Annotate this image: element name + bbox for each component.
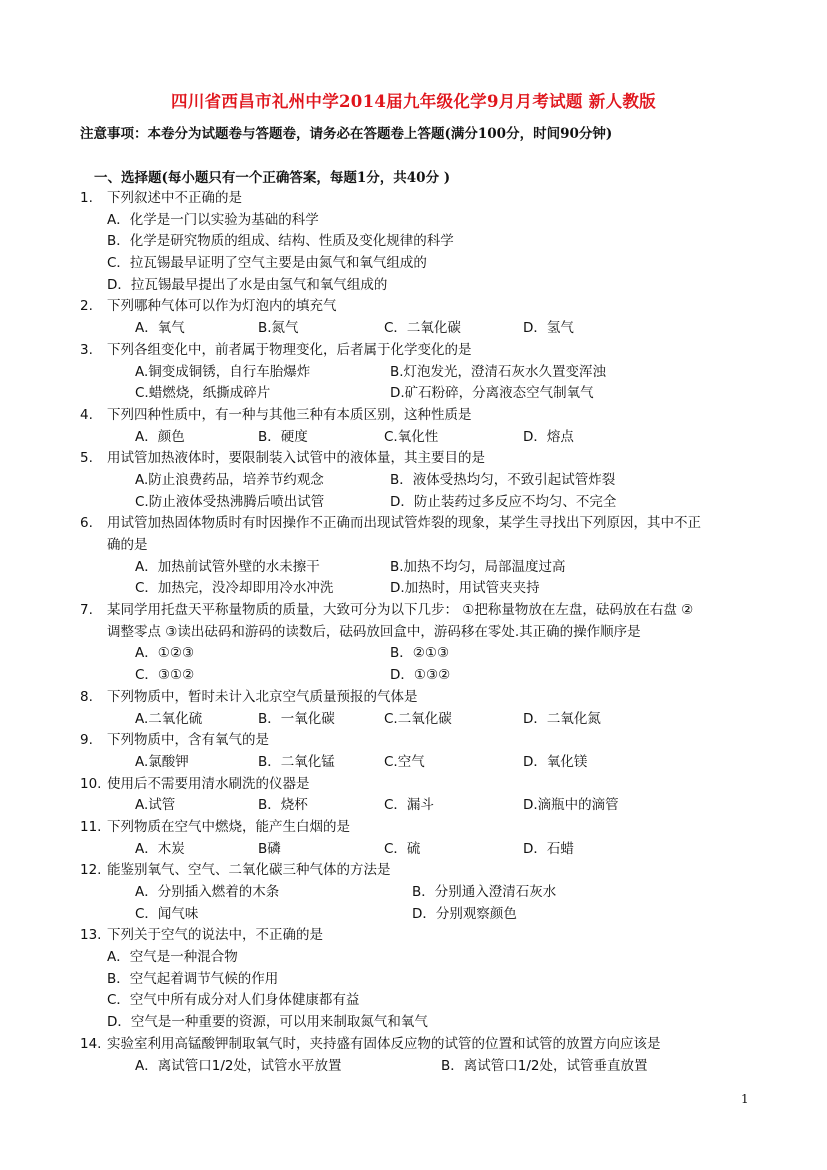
answer-option: B．液体受热均匀，不致引起试管炸裂 bbox=[390, 471, 616, 488]
option-row bbox=[0, 665, 827, 687]
answer-option: C.二氧化碳 bbox=[384, 710, 452, 727]
answer-option: D．氢气 bbox=[523, 320, 574, 337]
answer-option: B．空气起着调节气候的作用 bbox=[107, 970, 279, 987]
answer-option: C.防止液体受热沸腾后喷出试管 bbox=[135, 493, 325, 510]
answer-option: B．硬度 bbox=[258, 428, 308, 445]
answer-option: D．防止装药过多反应不均匀、不完全 bbox=[390, 493, 617, 510]
option-row bbox=[0, 210, 827, 232]
question-stem: 下列哪种气体可以作为灯泡内的填充气 bbox=[107, 298, 337, 315]
option-row bbox=[0, 709, 827, 731]
question-line bbox=[0, 860, 827, 882]
question-number: 1. bbox=[80, 190, 93, 206]
question-number: 3. bbox=[80, 341, 93, 358]
question-stem: 确的是 bbox=[107, 537, 148, 553]
question-stem: 某同学用托盘天平称量物质的质量，大致可分为以下几步： ①把称量物放在左盘，砝码放在右盘 ② bbox=[107, 602, 694, 619]
question-line bbox=[0, 774, 827, 796]
question-number: 6. bbox=[80, 515, 93, 532]
option-row bbox=[0, 969, 827, 991]
option-row bbox=[0, 275, 827, 297]
question-number: 2. bbox=[80, 298, 93, 315]
question-stem: 下列各组变化中，前者属于物理变化，后者属于化学变化的是 bbox=[107, 341, 472, 358]
option-row bbox=[0, 882, 827, 904]
question-number: 10. bbox=[80, 775, 102, 792]
answer-option: A.氯酸钾 bbox=[135, 753, 189, 770]
question-stem: 下列物质中，暂时未计入北京空气质量预报的气体是 bbox=[107, 688, 418, 705]
answer-option: B．烧杯 bbox=[258, 797, 308, 814]
answer-option: D．二氧化氮 bbox=[523, 710, 601, 727]
option-row bbox=[0, 253, 827, 275]
option-row bbox=[0, 1012, 827, 1034]
option-row bbox=[0, 492, 827, 514]
question-number: 14. bbox=[80, 1035, 102, 1052]
answer-option: B．②①③ bbox=[390, 645, 450, 662]
option-row bbox=[0, 557, 827, 579]
answer-option: C．二氧化碳 bbox=[384, 320, 461, 337]
question-line bbox=[0, 535, 827, 557]
option-row bbox=[0, 947, 827, 969]
question-stem: 下列四种性质中，有一种与其他三种有本质区别，这种性质是 bbox=[107, 406, 472, 423]
answer-option: D．分别观察颜色 bbox=[412, 905, 517, 922]
answer-option: B.加热不均匀，局部温度过高 bbox=[390, 558, 566, 575]
option-row bbox=[0, 752, 827, 774]
question-stem: 使用后不需要用清水刷洗的仪器是 bbox=[107, 775, 310, 792]
answer-option: A.防止浪费药品，培养节约观念 bbox=[135, 471, 324, 488]
answer-option: C．空气中所有成分对人们身体健康都有益 bbox=[107, 992, 360, 1009]
answer-option: D.滴瓶中的滴管 bbox=[523, 797, 619, 814]
page-number: 1 bbox=[741, 1092, 749, 1106]
answer-option: C．拉瓦锡最早证明了空气主要是由氮气和氧气组成的 bbox=[107, 255, 427, 272]
question-stem: 实验室利用高锰酸钾制取氧气时，夹持盛有固体反应物的试管的位置和试管的放置方向应该是 bbox=[107, 1035, 661, 1052]
answer-option: C.空气 bbox=[384, 753, 425, 770]
question-line bbox=[0, 340, 827, 362]
question-stem: 用试管加热液体时，要限制装入试管中的液体量，其主要目的是 bbox=[107, 450, 485, 467]
answer-option: B.灯泡发光，澄清石灰水久置变浑浊 bbox=[390, 363, 607, 380]
answer-option: B．一氧化碳 bbox=[258, 710, 335, 727]
question-line bbox=[0, 622, 827, 644]
option-row bbox=[0, 231, 827, 253]
exam-notice: 注意事项：本卷分为试题卷与答题卷，请务必在答题卷上答题(满分100分，时间90分钟) bbox=[80, 126, 613, 142]
answer-option: B．化学是研究物质的组成、结构、性质及变化规律的科学 bbox=[107, 233, 454, 250]
answer-option: B磷 bbox=[258, 840, 281, 857]
answer-option: D．熔点 bbox=[523, 428, 574, 445]
question-number: 4. bbox=[80, 406, 93, 423]
answer-option: A.二氧化硫 bbox=[135, 710, 203, 727]
answer-option: C.氧化性 bbox=[384, 428, 439, 445]
question-line bbox=[0, 513, 827, 535]
question-number: 5. bbox=[80, 450, 93, 467]
question-line bbox=[0, 730, 827, 752]
option-row bbox=[0, 362, 827, 384]
answer-option: C．漏斗 bbox=[384, 797, 434, 814]
answer-option: B.氮气 bbox=[258, 320, 299, 337]
question-stem: 下列关于空气的说法中，不正确的是 bbox=[107, 927, 323, 944]
answer-option: D．石蜡 bbox=[523, 840, 574, 857]
answer-option: D．①③② bbox=[390, 667, 451, 684]
option-row bbox=[0, 904, 827, 926]
question-stem: 用试管加热固体物质时有时因操作不正确而出现试管炸裂的现象，某学生寻找出下列原因，其中不正 bbox=[107, 515, 701, 532]
section-heading: 一、选择题(每小题只有一个正确答案，每题1分，共40分 ) bbox=[94, 170, 451, 186]
question-line bbox=[0, 1034, 827, 1056]
question-number: 11. bbox=[80, 818, 102, 835]
page-title: 四川省西昌市礼州中学2014届九年级化学9月月考试题 新人教版 bbox=[171, 92, 656, 111]
question-stem: 下列物质在空气中燃烧，能产生白烟的是 bbox=[107, 818, 350, 835]
question-list bbox=[0, 188, 827, 1077]
option-row bbox=[0, 318, 827, 340]
answer-option: D．氧化镁 bbox=[523, 753, 588, 770]
answer-option: B．分别通入澄清石灰水 bbox=[412, 884, 557, 900]
question-number: 7. bbox=[80, 602, 93, 619]
answer-option: A．加热前试管外壁的水未擦干 bbox=[135, 558, 320, 575]
answer-option: A．分别插入燃着的木条 bbox=[135, 884, 280, 900]
answer-option: D．空气是一种重要的资源，可以用来制取氮气和氧气 bbox=[107, 1014, 428, 1031]
option-row bbox=[0, 578, 827, 600]
question-line bbox=[0, 188, 827, 210]
question-stem: 能鉴别氧气、空气、二氧化碳三种气体的方法是 bbox=[107, 862, 391, 879]
answer-option: C．闻气味 bbox=[135, 905, 199, 922]
answer-option: A.试管 bbox=[135, 797, 176, 814]
question-number: 13. bbox=[80, 927, 102, 944]
option-row bbox=[0, 795, 827, 817]
question-line bbox=[0, 925, 827, 947]
question-line bbox=[0, 817, 827, 839]
option-row bbox=[0, 470, 827, 492]
option-row bbox=[0, 1056, 827, 1078]
question-stem: 下列物质中，含有氧气的是 bbox=[107, 732, 269, 749]
question-line bbox=[0, 448, 827, 470]
answer-option: C．加热完，没冷却即用冷水冲洗 bbox=[135, 580, 334, 597]
answer-option: A．①②③ bbox=[135, 645, 195, 662]
answer-option: C．③①② bbox=[135, 667, 195, 684]
answer-option: B．离试管口1/2处，试管垂直放置 bbox=[441, 1057, 648, 1074]
question-number: 9. bbox=[80, 732, 93, 749]
question-line bbox=[0, 405, 827, 427]
question-line bbox=[0, 296, 827, 318]
option-row bbox=[0, 643, 827, 665]
question-stem: 调整零点 ③读出砝码和游码的读数后，砝码放回盒中，游码移在零处.其正确的操作顺序是 bbox=[107, 623, 641, 640]
answer-option: D．拉瓦锡最早提出了水是由氢气和氧气组成的 bbox=[107, 276, 388, 293]
answer-option: A．空气是一种混合物 bbox=[107, 949, 238, 966]
answer-option: D.加热时，用试管夹夹持 bbox=[390, 580, 540, 597]
option-row bbox=[0, 839, 827, 861]
question-stem: 下列叙述中不正确的是 bbox=[107, 190, 242, 206]
answer-option: A．木炭 bbox=[135, 840, 185, 857]
option-row bbox=[0, 427, 827, 449]
answer-option: A．化学是一门以实验为基础的科学 bbox=[107, 211, 319, 228]
answer-option: A.铜变成铜锈，自行车胎爆炸 bbox=[135, 363, 311, 380]
answer-option: A．氧气 bbox=[135, 320, 185, 337]
answer-option: A．离试管口1/2处，试管水平放置 bbox=[135, 1057, 342, 1074]
question-number: 12. bbox=[80, 862, 102, 879]
answer-option: A．颜色 bbox=[135, 428, 185, 445]
answer-option: C.蜡燃烧，纸撕成碎片 bbox=[135, 385, 271, 402]
answer-option: D.矿石粉碎，分离液态空气制氧气 bbox=[390, 385, 594, 402]
answer-option: C．硫 bbox=[384, 840, 421, 857]
question-number: 8. bbox=[80, 688, 93, 705]
answer-option: B．二氧化锰 bbox=[258, 753, 335, 770]
question-line bbox=[0, 687, 827, 709]
option-row bbox=[0, 383, 827, 405]
option-row bbox=[0, 990, 827, 1012]
question-line bbox=[0, 600, 827, 622]
